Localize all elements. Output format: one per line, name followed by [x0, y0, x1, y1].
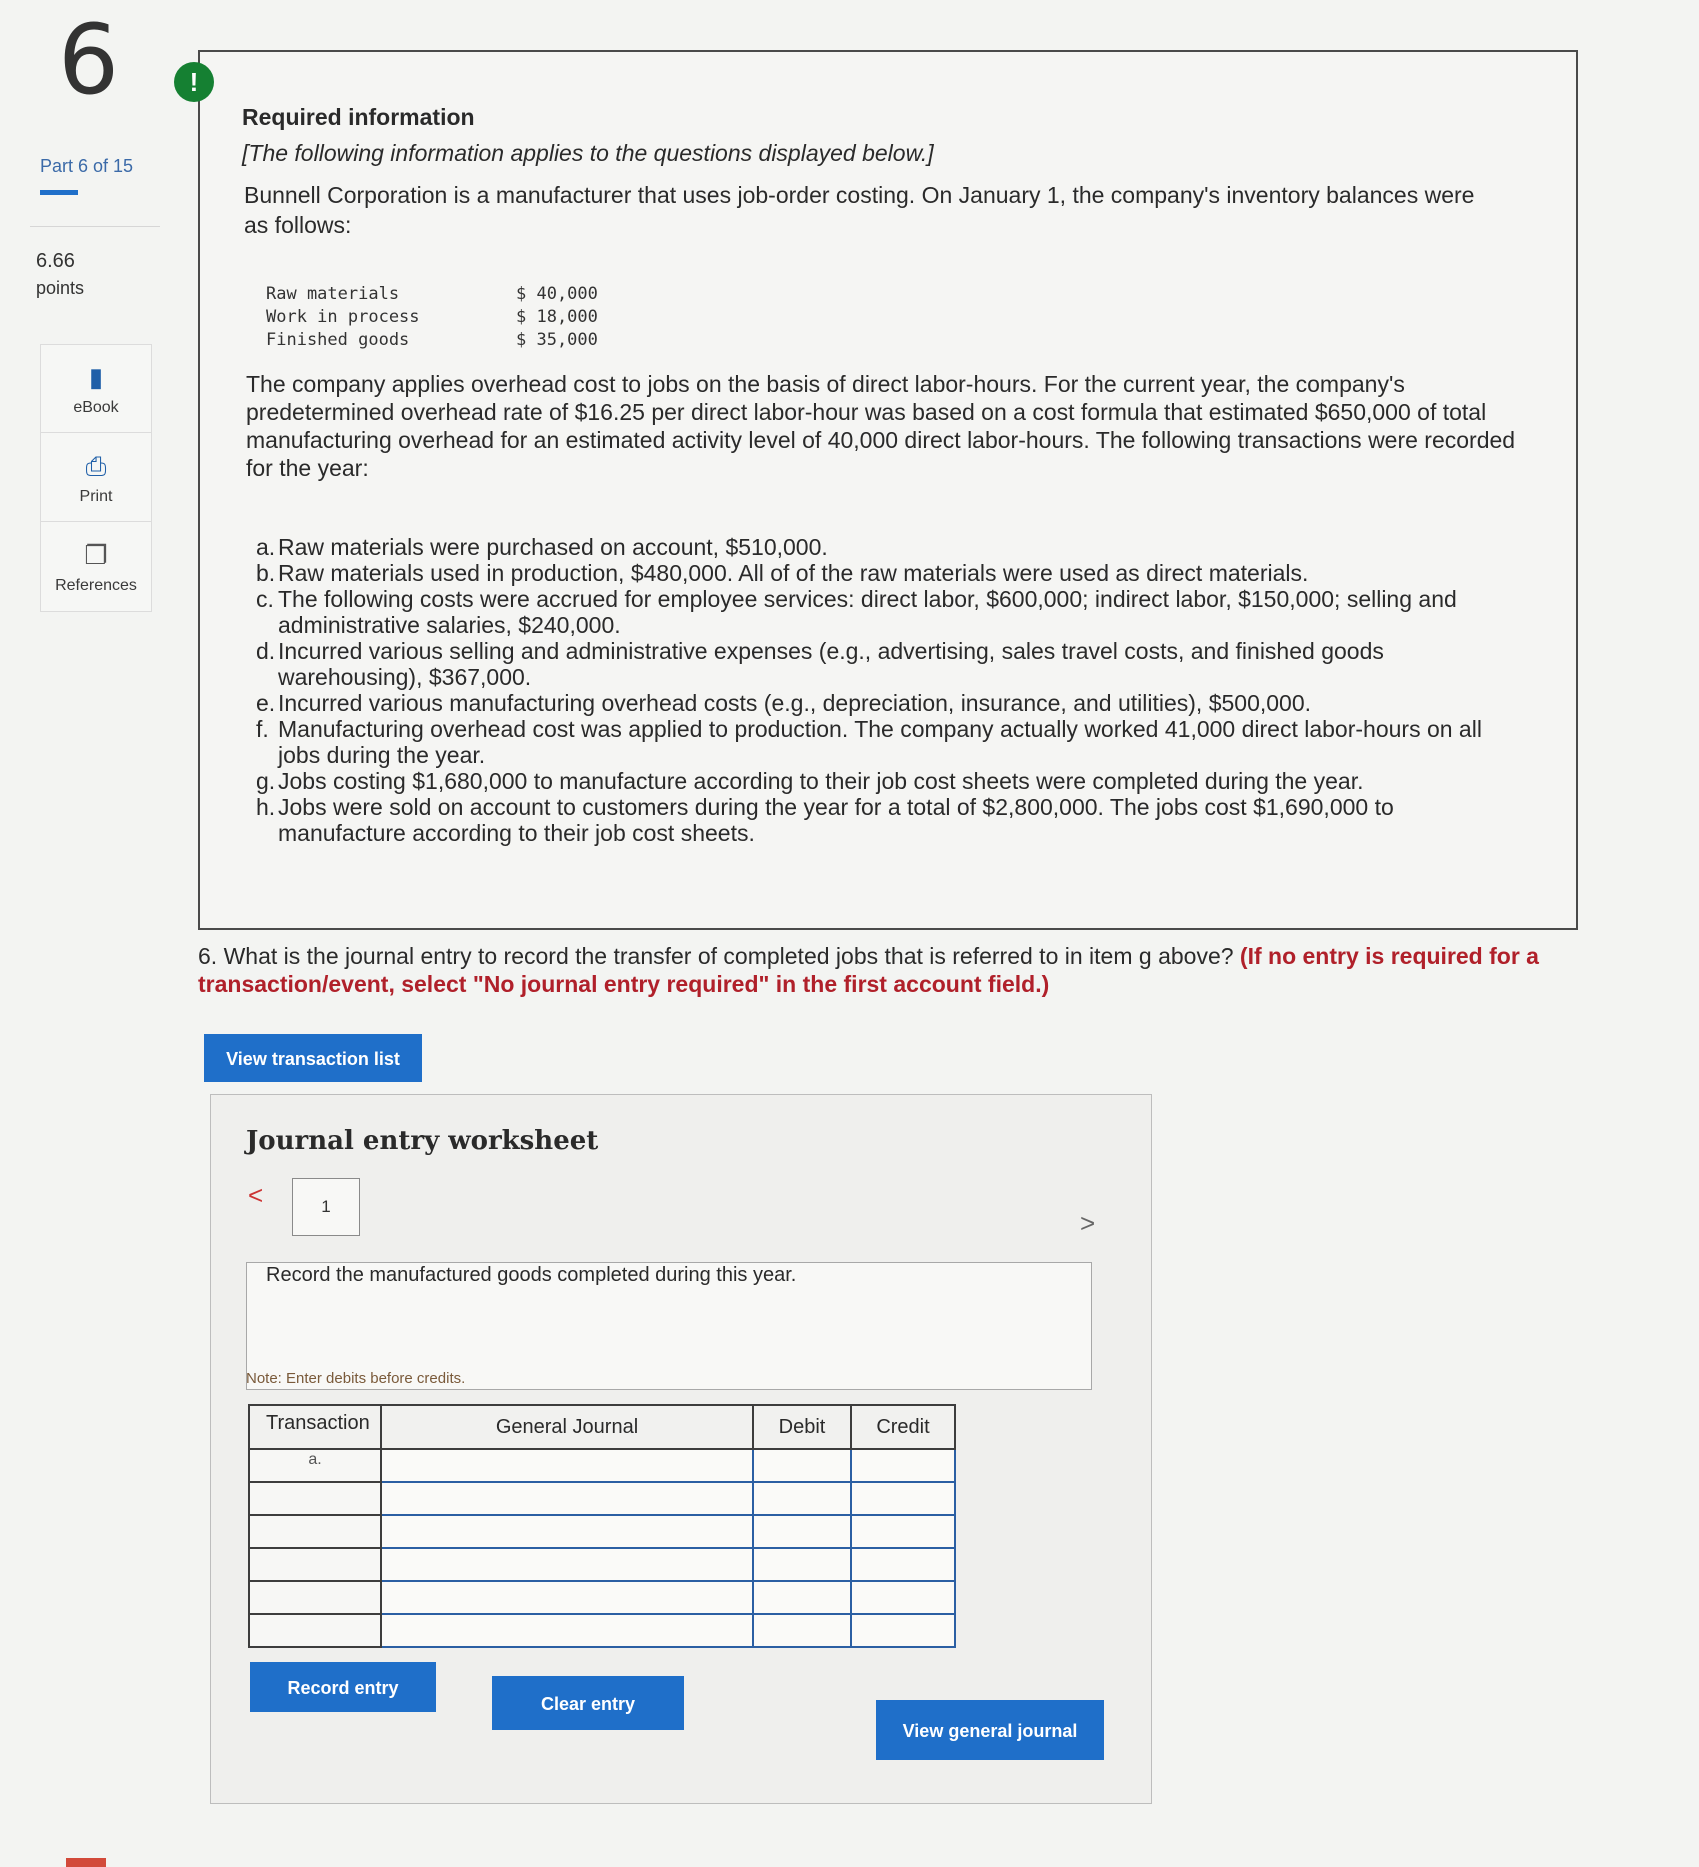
table-row: [249, 1548, 955, 1581]
question-prompt: [198, 942, 1548, 998]
transaction-item: [256, 690, 1516, 716]
transaction-text: Incurred various manufacturing overhead costs (e.g., depreciation, insurance, and utilities), $500,000.: [278, 690, 1312, 716]
info-subtitle: [The following information applies to the questions displayed below.]: [242, 140, 934, 166]
inventory-row: [266, 330, 598, 353]
clear-entry-button[interactable]: Clear entry: [492, 1676, 684, 1730]
inventory-name: Raw materials: [266, 284, 400, 304]
transaction-cell: [249, 1548, 381, 1581]
transaction-text: The following costs were accrued for employee services: direct labor, $600,000; indirect labor, $150,000; selling and administrative salaries, $240,000.: [278, 586, 1457, 638]
transaction-letter: b.: [256, 560, 276, 586]
table-row: [249, 1515, 955, 1548]
print-button[interactable]: [41, 434, 151, 522]
header-credit: Credit: [851, 1405, 955, 1449]
transaction-item: [256, 586, 1516, 638]
info-intro: Bunnell Corporation is a manufacturer that uses job-order costing. On January 1, the company's inventory balances were as follows:: [244, 182, 1475, 238]
header-general-journal: General Journal: [381, 1405, 753, 1449]
transaction-item: [256, 768, 1516, 794]
account-select[interactable]: [381, 1515, 753, 1548]
info-title: Required information: [242, 104, 475, 130]
printer-icon: ⎙: [85, 451, 107, 481]
alert-icon: !: [174, 62, 214, 102]
sidebar-divider: [30, 226, 160, 227]
account-select[interactable]: [381, 1614, 753, 1647]
credit-input[interactable]: [851, 1482, 955, 1515]
transaction-letter: e.: [256, 690, 276, 716]
credit-input[interactable]: [851, 1548, 955, 1581]
inventory-value: $ 18,000: [516, 307, 598, 327]
transactions-list: [256, 534, 1516, 846]
worksheet-note: Note: Enter debits before credits.: [246, 1370, 466, 1387]
transaction-cell: [249, 1581, 381, 1614]
inventory-row: [266, 284, 598, 307]
worksheet-description: Record the manufactured goods completed during this year.: [266, 1264, 797, 1286]
journal-entry-table: [248, 1404, 956, 1648]
transaction-text: Incurred various selling and administrative expenses (e.g., advertising, sales travel costs, and finished goods warehousing), $367,000.: [278, 638, 1384, 690]
debit-input[interactable]: [753, 1581, 851, 1614]
ebook-button[interactable]: [41, 345, 151, 433]
table-row: [249, 1581, 955, 1614]
inventory-row: [266, 307, 598, 330]
question-instruction: (If no entry is required for a transaction/event, select "No journal entry required" in the first account field.): [198, 943, 1539, 997]
references-icon: ❐: [84, 540, 108, 570]
account-select[interactable]: [381, 1449, 753, 1482]
transaction-text: Raw materials were purchased on account, $510,000.: [278, 534, 828, 560]
transaction-letter: f.: [256, 716, 269, 742]
points-value: 6.66: [36, 250, 75, 272]
transaction-text: Manufacturing overhead cost was applied to production. The company actually worked 41,000 direct labor-hours on all jobs during the year.: [278, 716, 1482, 768]
part-progress-bar: [40, 190, 78, 195]
points-label: points: [36, 278, 85, 298]
transaction-item: [256, 534, 1516, 560]
transaction-letter: g.: [256, 768, 276, 794]
inventory-value: $ 35,000: [516, 330, 598, 350]
transaction-item: [256, 638, 1516, 690]
next-arrow-icon[interactable]: >: [1080, 1208, 1096, 1238]
inventory-name: Finished goods: [266, 330, 410, 350]
book-icon: ▮: [88, 362, 104, 392]
references-button[interactable]: [41, 523, 151, 611]
transaction-cell: a.: [249, 1449, 381, 1482]
transaction-cell: [249, 1515, 381, 1548]
transaction-text: Jobs were sold on account to customers during the year for a total of $2,800,000. The jobs cost $1,690,000 to manufacture according to their job cost sheets.: [278, 794, 1394, 846]
question-text: 6. What is the journal entry to record the transfer of completed jobs that is referred to in item g above?: [198, 943, 1240, 969]
transaction-letter: h.: [256, 794, 276, 820]
transaction-item: [256, 716, 1516, 768]
transaction-cell: [249, 1614, 381, 1647]
part-indicator: Part 6 of 15: [40, 156, 134, 176]
debit-input[interactable]: [753, 1515, 851, 1548]
table-row: [249, 1482, 955, 1515]
table-row: [249, 1449, 955, 1482]
table-row: [249, 1614, 955, 1647]
credit-input[interactable]: [851, 1449, 955, 1482]
account-select[interactable]: [381, 1548, 753, 1581]
overhead-paragraph: The company applies overhead cost to jobs on the basis of direct labor-hours. For the current year, the company's predetermined overhead rate of $16.25 per direct labor-hour was based on a cost formula that estimated $650,000 of total manufacturing overhead for an estimated activity level of 40,000 direct labor-hours. The following transactions were recorded for the year:: [246, 371, 1516, 481]
header-debit: Debit: [753, 1405, 851, 1449]
transaction-letter: d.: [256, 638, 276, 664]
transaction-item: [256, 560, 1516, 586]
credit-input[interactable]: [851, 1515, 955, 1548]
transaction-letter: c.: [256, 586, 274, 612]
header-transaction: Transaction: [249, 1405, 381, 1449]
references-label: References: [55, 577, 137, 594]
ebook-label: eBook: [73, 399, 119, 416]
worksheet-title: Journal entry worksheet: [246, 1126, 599, 1156]
transaction-letter: a.: [256, 534, 276, 560]
inventory-value: $ 40,000: [516, 284, 598, 304]
transaction-text: Jobs costing $1,680,000 to manufacture according to their job cost sheets were completed during the year.: [278, 768, 1364, 794]
view-general-journal-button[interactable]: View general journal: [876, 1700, 1104, 1760]
red-tab-edge: [66, 1858, 106, 1867]
view-transaction-list-button[interactable]: View transaction list: [204, 1034, 422, 1082]
print-label: Print: [79, 488, 113, 505]
question-number: 6: [58, 4, 120, 116]
worksheet-page-tab[interactable]: 1: [292, 1178, 360, 1236]
inventory-balances: [266, 284, 598, 353]
transaction-cell: [249, 1482, 381, 1515]
transaction-item: [256, 794, 1516, 846]
debit-input[interactable]: [753, 1548, 851, 1581]
record-entry-button[interactable]: Record entry: [250, 1662, 436, 1712]
credit-input[interactable]: [851, 1581, 955, 1614]
debit-input[interactable]: [753, 1449, 851, 1482]
debit-input[interactable]: [753, 1614, 851, 1647]
debit-input[interactable]: [753, 1482, 851, 1515]
inventory-name: Work in process: [266, 307, 420, 327]
account-select[interactable]: [381, 1581, 753, 1614]
prev-arrow-icon[interactable]: <: [248, 1180, 264, 1210]
account-select[interactable]: [381, 1482, 753, 1515]
transaction-text: Raw materials used in production, $480,000. All of of the raw materials were used as direct materials.: [278, 560, 1309, 586]
credit-input[interactable]: [851, 1614, 955, 1647]
sidebar-tools: [40, 344, 152, 612]
